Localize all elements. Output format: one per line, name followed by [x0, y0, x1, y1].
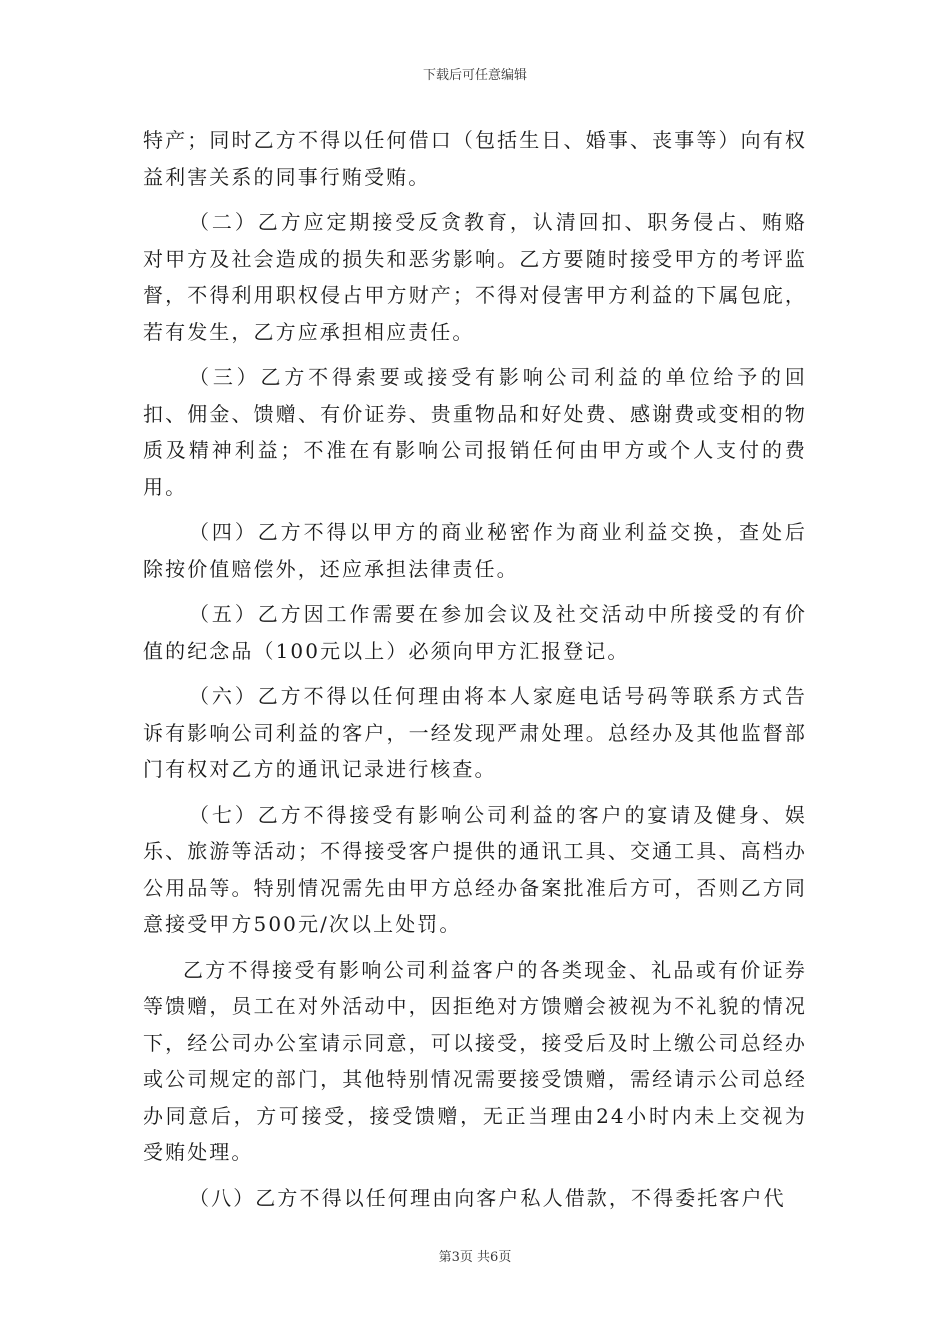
- page-footer: 第3页 共6页: [438, 1250, 512, 1265]
- paragraph-clause-2: （二）乙方应定期接受反贪教育，认清回扣、职务侵占、贿赂对甲方及社会造成的损失和恶劣影响。乙方要随时接受甲方的考评监督，不得利用职权侵占甲方财产；不得对侵害甲方利益的下属包庇，若有发生，乙方应承担相应责任。: [143, 210, 807, 344]
- document-body: [143, 122, 807, 1225]
- paragraph-clause-3: （三）乙方不得索要或接受有影响公司利益的单位给予的回扣、佣金、馈赠、有价证券、贵重物品和好处费、感谢费或变相的物质及精神利益；不准在有影响公司报销任何由甲方或个人支付的费用。: [143, 365, 807, 499]
- paragraph-clause-4: （四）乙方不得以甲方的商业秘密作为商业利益交换，查处后除按价值赔偿外，还应承担法律责任。: [143, 520, 807, 581]
- paragraph-continuation: 特产；同时乙方不得以任何借口（包括生日、婚事、丧事等）向有权益利害关系的同事行贿受贿。: [143, 128, 807, 189]
- paragraph-clause-7: （七）乙方不得接受有影响公司利益的客户的宴请及健身、娱乐、旅游等活动；不得接受客户提供的通讯工具、交通工具、高档办公用品等。特别情况需先由甲方总经办备案批准后方可，否则乙方同意接受甲方500元/次以上处罚。: [143, 802, 807, 936]
- paragraph-gift-rule: 乙方不得接受有影响公司利益客户的各类现金、礼品或有价证券等馈赠，员工在对外活动中，因拒绝对方馈赠会被视为不礼貌的情况下，经公司办公室请示同意，可以接受，接受后及时上缴公司总经办或公司规定的部门，其他特别情况需要接受馈赠，需经请示公司总经办同意后，方可接受，接受馈赠，无正当理由24小时内未上交视为受贿处理。: [143, 957, 807, 1164]
- paragraph-clause-6: （六）乙方不得以任何理由将本人家庭电话号码等联系方式告诉有影响公司利益的客户，一经发现严肃处理。总经办及其他监督部门有权对乙方的通讯记录进行核查。: [143, 684, 807, 781]
- page-header: 下载后可任意编辑: [422, 68, 527, 83]
- paragraph-clause-8: （八）乙方不得以任何理由向客户私人借款，不得委托客户代: [189, 1185, 786, 1210]
- paragraph-clause-5: （五）乙方因工作需要在参加会议及社交活动中所接受的有价值的纪念品（100元以上）必须向甲方汇报登记。: [143, 602, 807, 663]
